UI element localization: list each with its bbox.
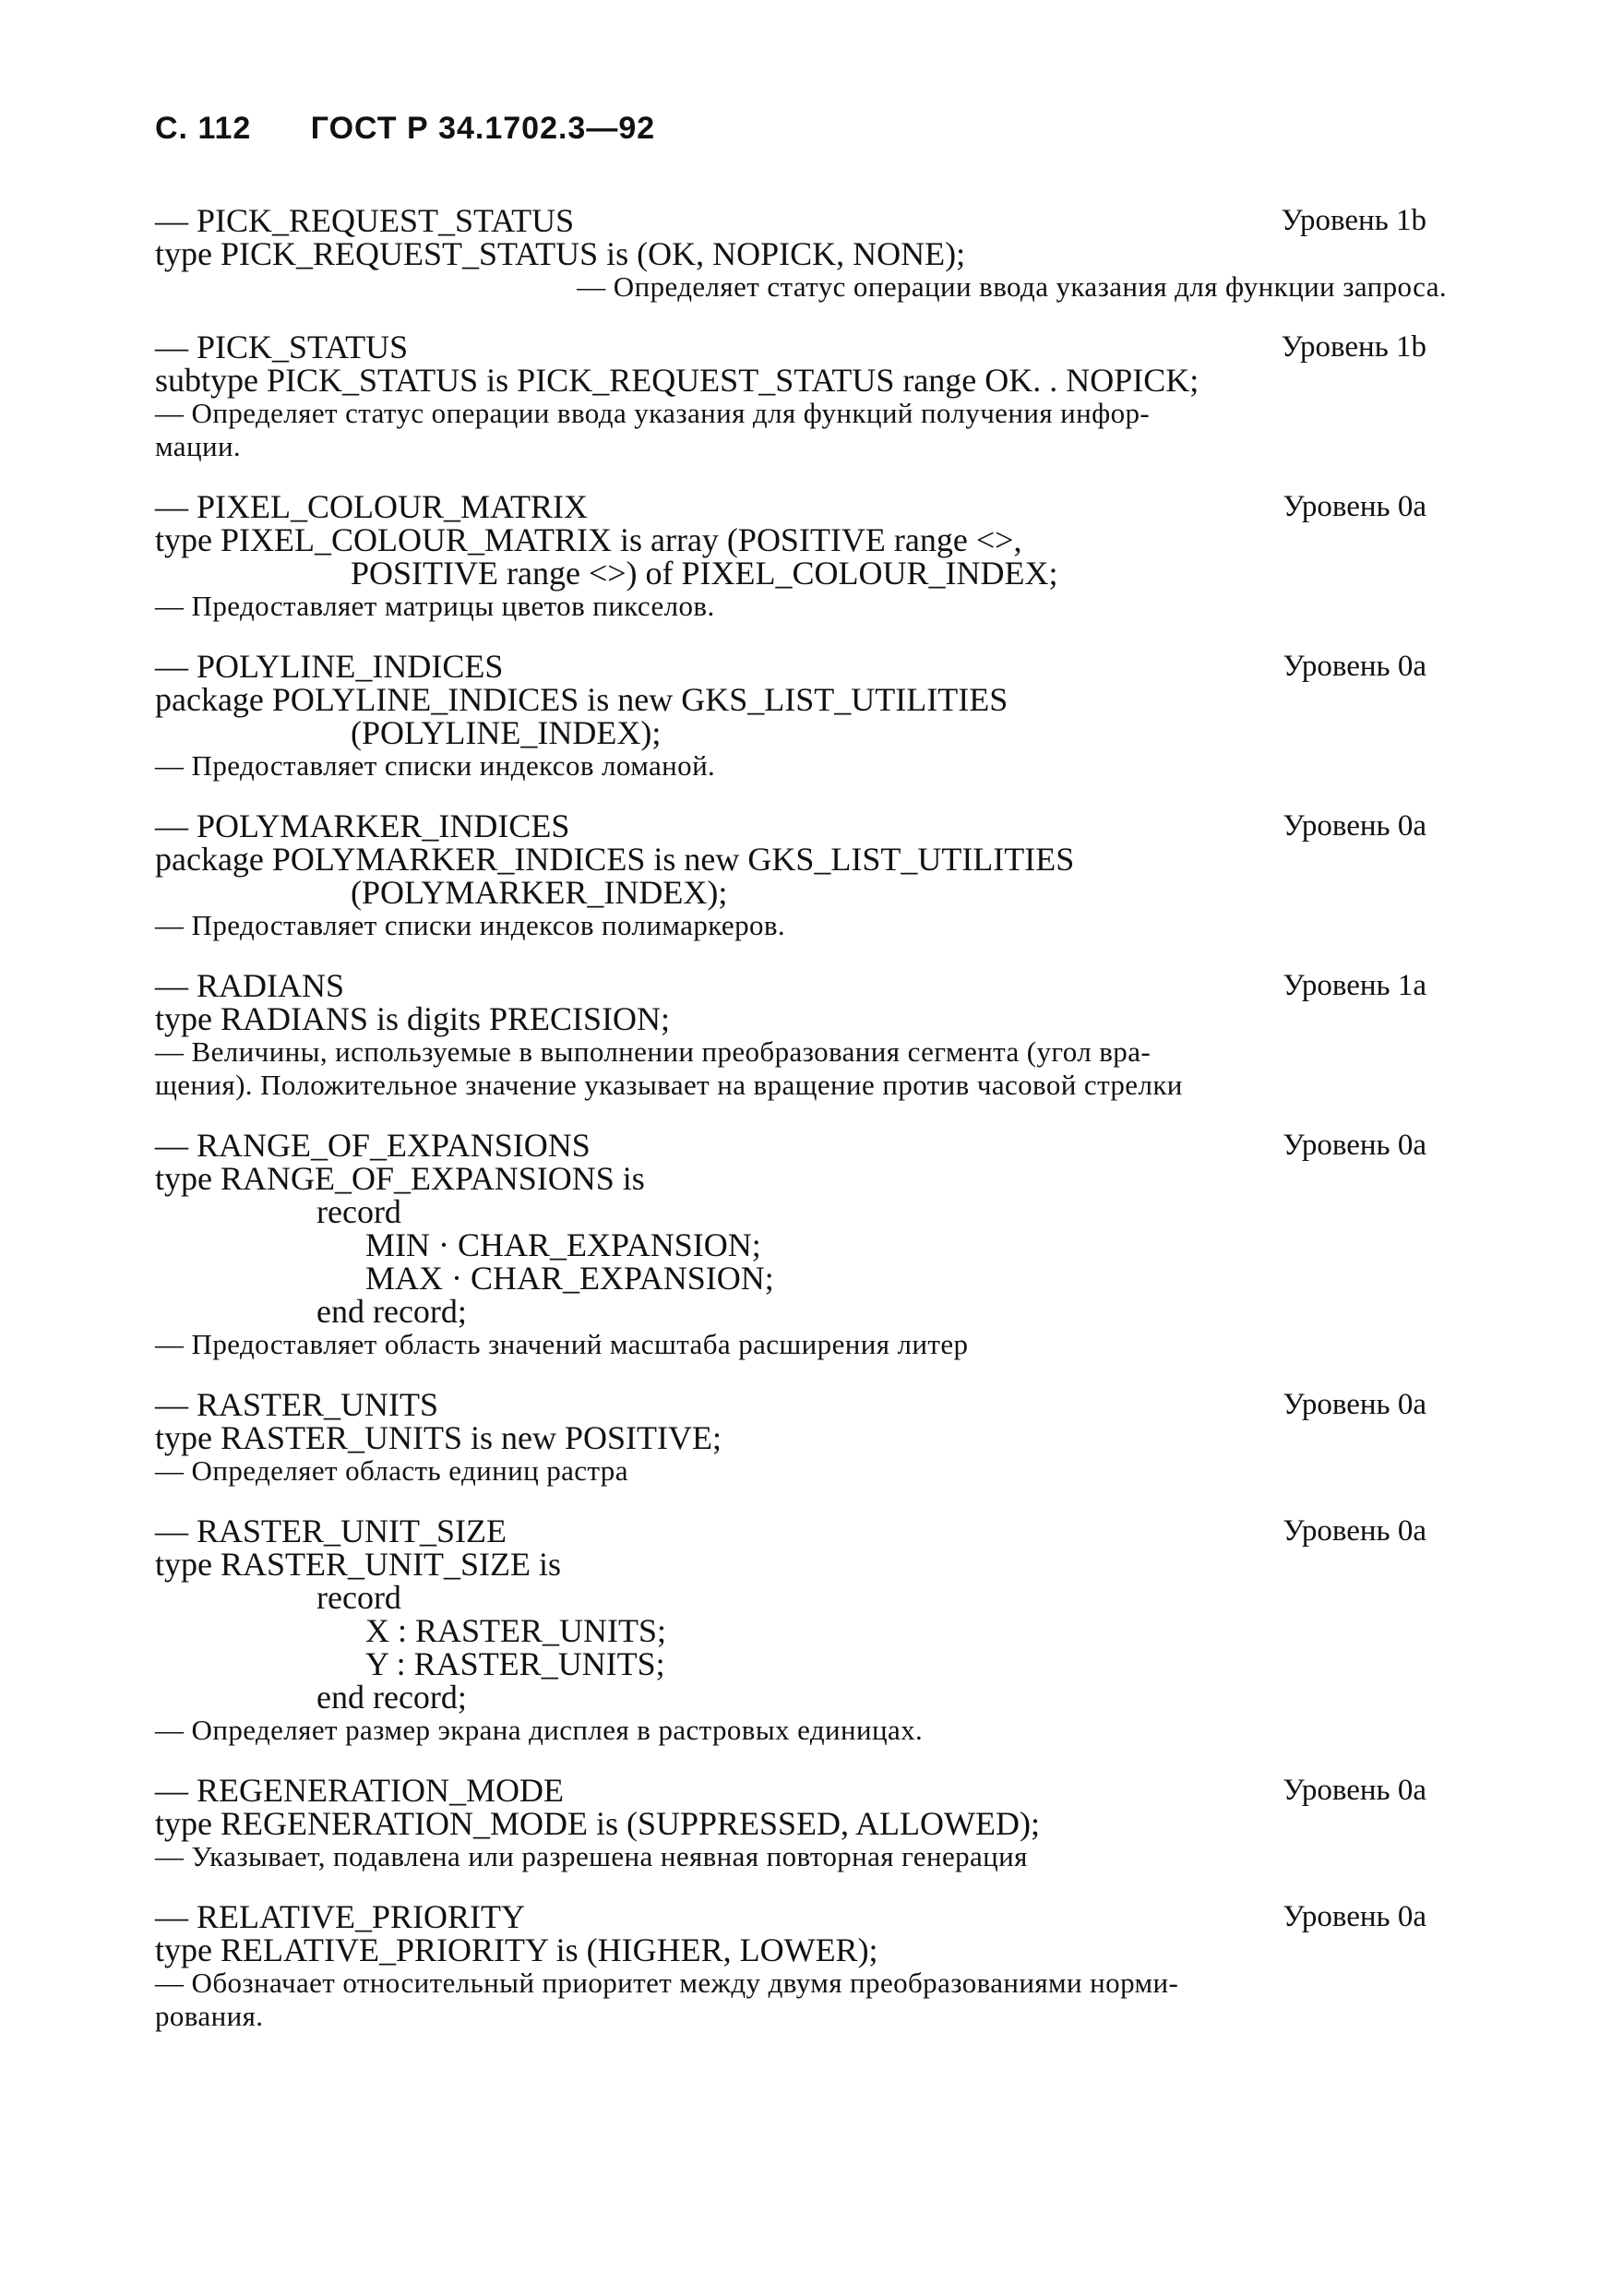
description-continuation: рования. (155, 2000, 264, 2032)
type-name: — PICK_REQUEST_STATUS (155, 202, 575, 239)
code-line: type RASTER_UNIT_SIZE is (155, 1546, 561, 1583)
type-entry (155, 650, 1447, 783)
type-entry (155, 1388, 1447, 1488)
code-line: record (316, 1579, 401, 1616)
description-continuation: щения). Положительное значение указывает на вращение против часовой стрелки (155, 1069, 1183, 1101)
code-line: POSITIVE range <>) of PIXEL_COLOUR_INDEX; (351, 555, 1058, 592)
level-label: Уровень 0a (1283, 490, 1426, 523)
code-line: MAX · CHAR_EXPANSION; (365, 1260, 774, 1297)
code-line: package POLYMARKER_INDICES is new GKS_LIST_UTILITIES (155, 841, 1075, 878)
code-line: record (316, 1193, 401, 1230)
type-entry (155, 809, 1447, 942)
code-line: end record; (316, 1293, 467, 1330)
type-name: — RASTER_UNIT_SIZE (155, 1513, 507, 1549)
code-line: X : RASTER_UNITS; (365, 1612, 667, 1649)
code-line: MIN · CHAR_EXPANSION; (365, 1226, 761, 1263)
page-header (155, 111, 1447, 147)
description: — Определяет статус операции ввода указания для функции запроса. (577, 270, 1447, 303)
level-label: Уровень 0a (1283, 1774, 1426, 1807)
type-name: — RELATIVE_PRIORITY (155, 1898, 525, 1935)
type-name: — RASTER_UNITS (155, 1386, 439, 1423)
description: — Определяет область единиц растра (155, 1454, 628, 1487)
code-line: type PIXEL_COLOUR_MATRIX is array (POSITIVE range <>, (155, 521, 1022, 558)
level-label: Уровень 1a (1283, 969, 1426, 1002)
level-label: Уровень 0a (1283, 1900, 1426, 1933)
code-line: type RASTER_UNITS is new POSITIVE; (155, 1419, 722, 1456)
description: — Обозначает относительный приоритет между двумя преобразованиями норми- (155, 1967, 1179, 1999)
code-line: subtype PICK_STATUS is PICK_REQUEST_STATUS range OK. . NOPICK; (155, 362, 1199, 399)
code-line: Y : RASTER_UNITS; (365, 1645, 665, 1682)
code-line: type RANGE_OF_EXPANSIONS is (155, 1160, 645, 1197)
page-number: С. 112 (155, 111, 252, 146)
description-continuation: мации. (155, 430, 242, 462)
type-name: — POLYLINE_INDICES (155, 648, 504, 685)
level-label: Уровень 0a (1283, 809, 1426, 843)
level-label: Уровень 0a (1283, 1514, 1426, 1548)
type-entry (155, 1129, 1447, 1361)
code-line: type REGENERATION_MODE is (SUPPRESSED, ALLOWED); (155, 1805, 1040, 1842)
code-line: package POLYLINE_INDICES is new GKS_LIST_UTILITIES (155, 681, 1008, 718)
code-line: type RADIANS is digits PRECISION; (155, 1000, 671, 1037)
type-entry (155, 969, 1447, 1102)
description: — Определяет статус операции ввода указания для функций получения инфор- (155, 397, 1151, 429)
code-line: (POLYMARKER_INDEX); (351, 874, 728, 911)
document-title: ГОСТ Р 34.1702.3—92 (310, 111, 656, 146)
type-entry (155, 1900, 1447, 2033)
description: — Определяет размер экрана дисплея в растровых единицах. (155, 1714, 924, 1746)
description: — Предоставляет область значений масштаба расширения литер (155, 1328, 969, 1360)
level-label: Уровень 1b (1281, 204, 1426, 237)
level-label: Уровень 0a (1283, 1388, 1426, 1421)
type-name: — REGENERATION_MODE (155, 1772, 564, 1809)
type-entry (155, 490, 1447, 623)
type-entry (155, 204, 1447, 304)
level-label: Уровень 0a (1283, 650, 1426, 683)
level-label: Уровень 1b (1281, 330, 1426, 364)
level-label: Уровень 0a (1283, 1129, 1426, 1162)
type-entry (155, 330, 1447, 463)
description: — Величины, используемые в выполнении преобразования сегмента (угол вра- (155, 1035, 1152, 1068)
description: — Предоставляет списки индексов полимаркеров. (155, 909, 786, 941)
description: — Указывает, подавлена или разрешена неявная повторная генерация (155, 1840, 1028, 1872)
type-name: — RADIANS (155, 967, 345, 1004)
type-entry (155, 1514, 1447, 1747)
type-name: — PIXEL_COLOUR_MATRIX (155, 488, 589, 525)
description: — Предоставляет списки индексов ломаной. (155, 749, 716, 782)
code-line: type RELATIVE_PRIORITY is (HIGHER, LOWER); (155, 1931, 878, 1968)
type-entry (155, 1774, 1447, 1873)
type-name: — PICK_STATUS (155, 329, 409, 365)
code-line: type PICK_REQUEST_STATUS is (OK, NOPICK, NONE); (155, 235, 966, 272)
code-line: end record; (316, 1679, 467, 1716)
code-line: (POLYLINE_INDEX); (351, 714, 662, 751)
type-name: — RANGE_OF_EXPANSIONS (155, 1127, 591, 1164)
description: — Предоставляет матрицы цветов пикселов. (155, 590, 715, 622)
type-name: — POLYMARKER_INDICES (155, 807, 570, 844)
document-page (155, 111, 1447, 2060)
